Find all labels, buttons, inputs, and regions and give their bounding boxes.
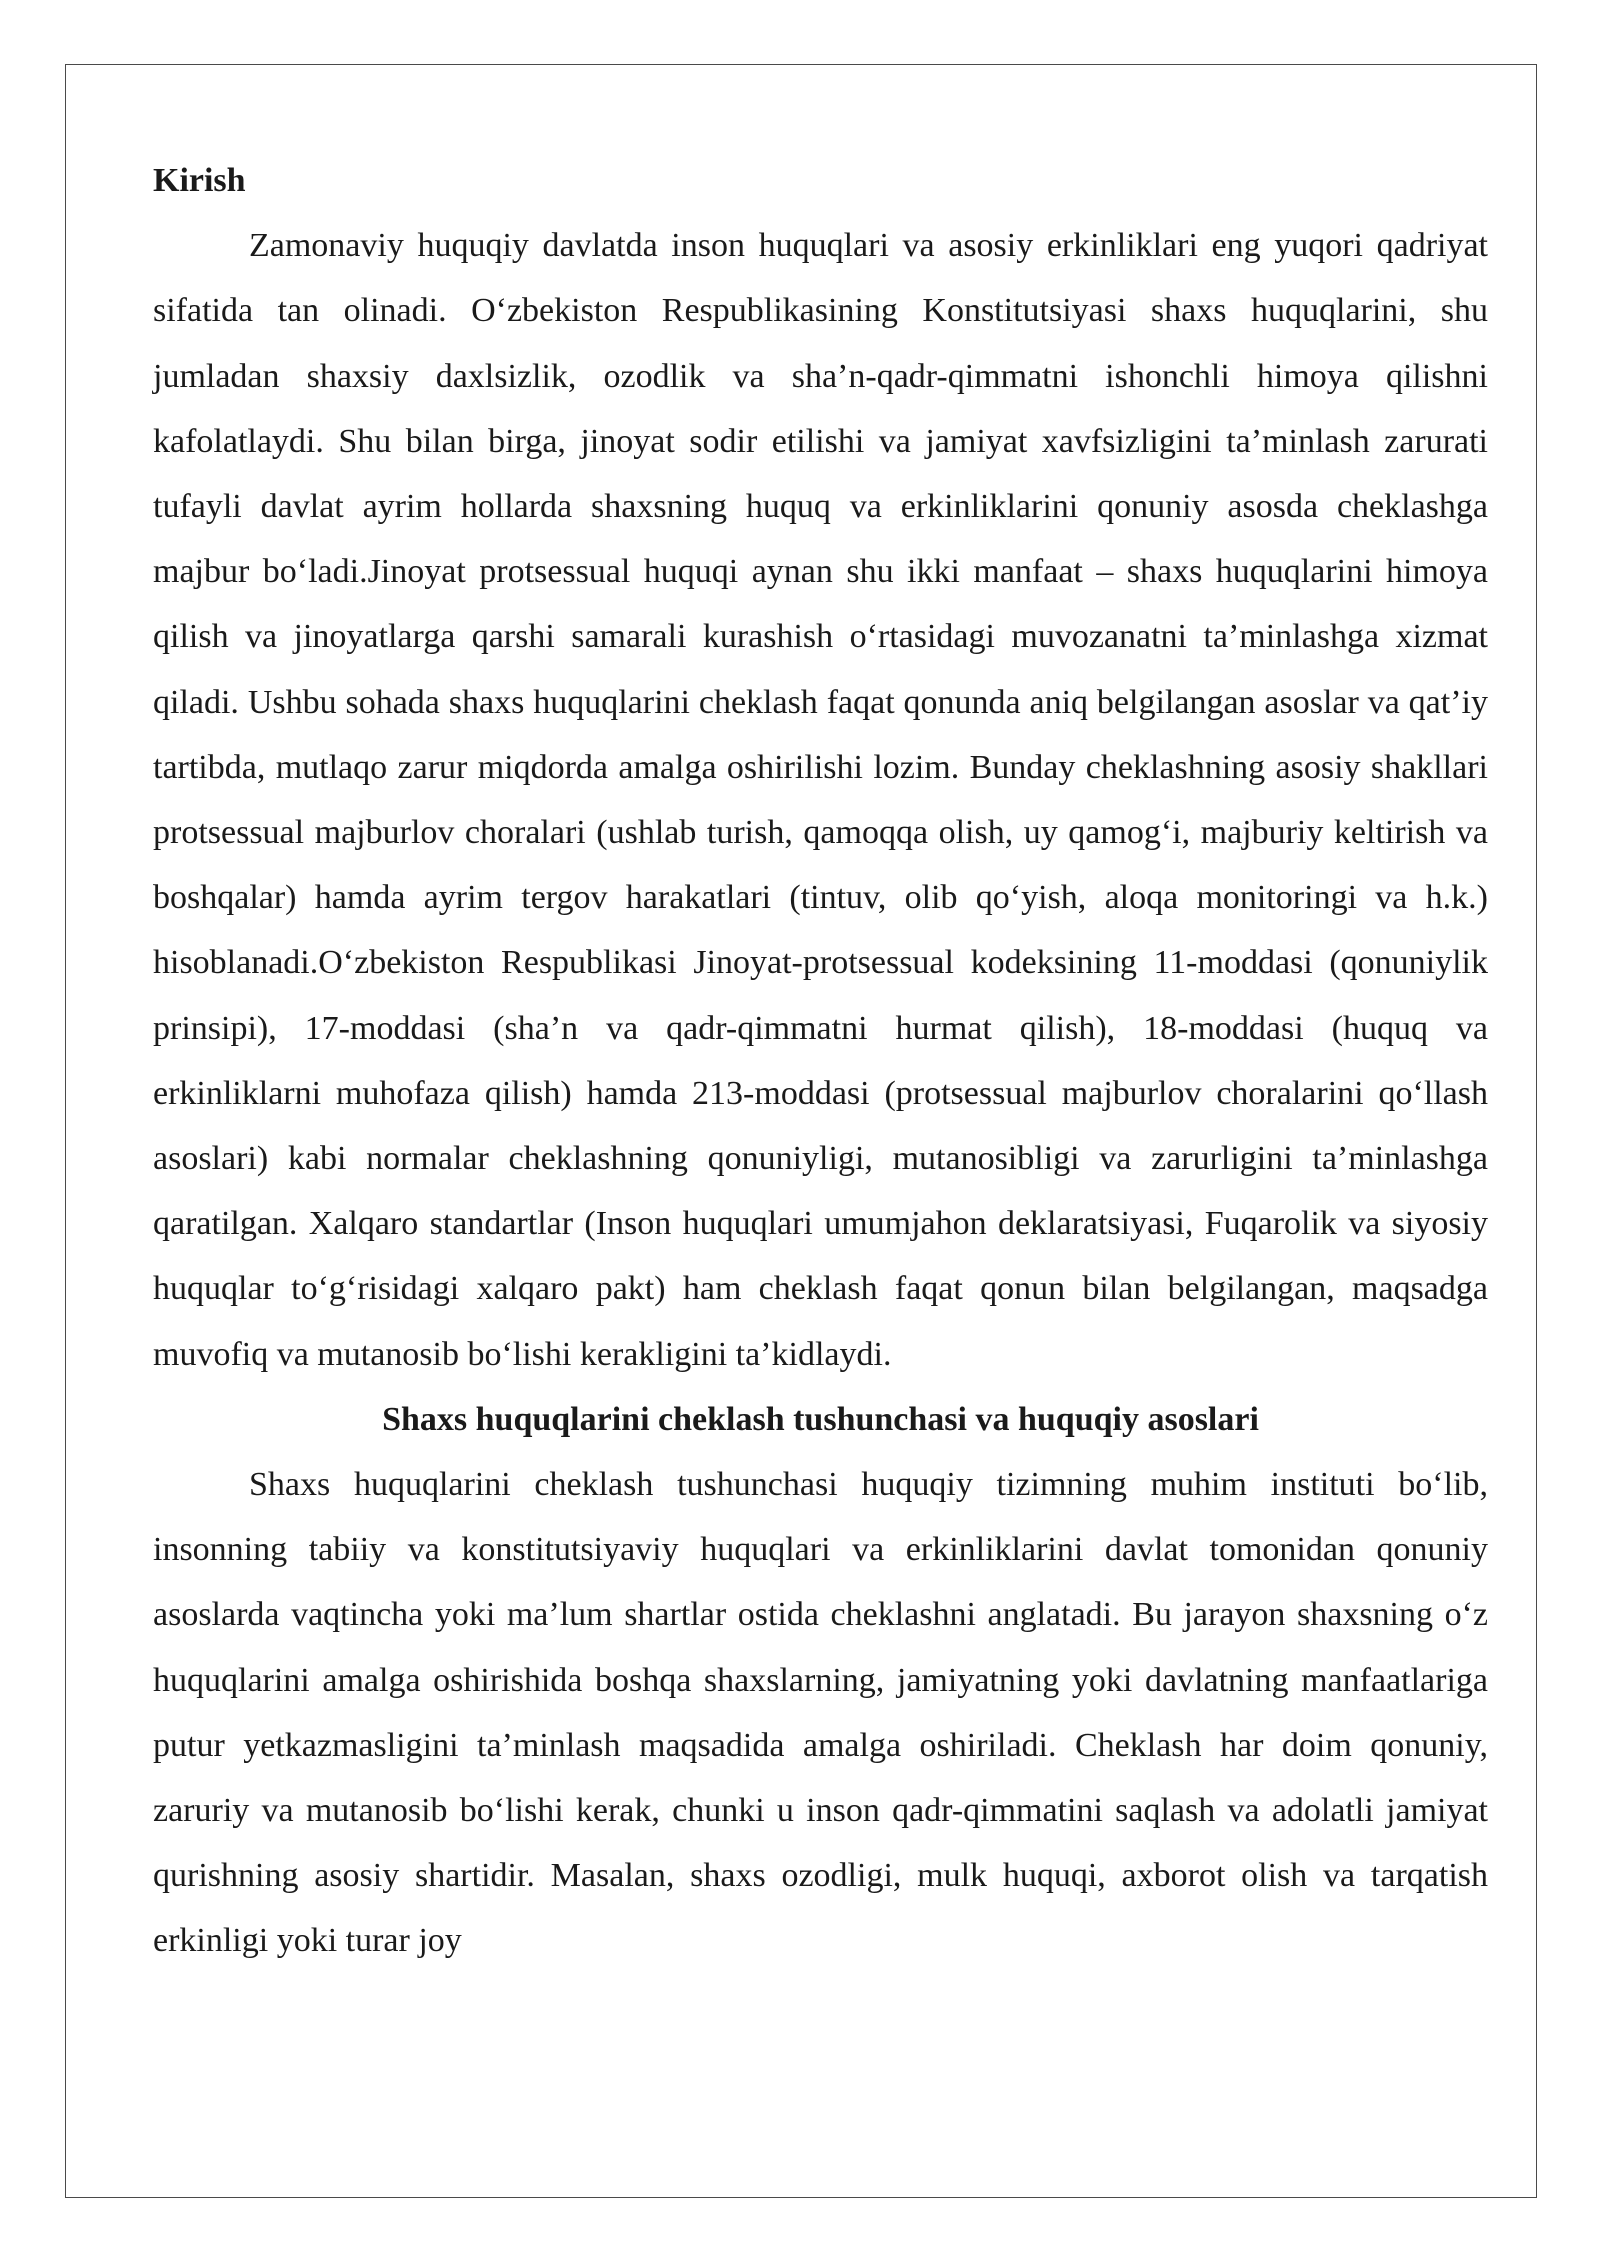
intro-paragraph: Zamonaviy huquqiy davlatda inson huquqlari va asosiy erkinliklari eng yuqori qadriyat sifatida tan olinadi. O‘zbekiston Respublikasining Konstitutsiyasi shaxs huquqlarini, shu jumladan shaxsiy daxlsizlik, ozodlik va sha’n-qadr-qimmatni ishonchli himoya qilishni kafolatlaydi. Shu bilan birga, jinoyat sodir etilishi va jamiyat xavfsizligini ta’minlash zarurati tufayli davlat ayrim hollarda shaxsning huquq va erkinliklarini qonuniy asosda cheklashga majbur bo‘ladi.Jinoyat protsessual huquqi aynan shu ikki manfaat – shaxs huquqlarini himoya qilish va jinoyatlarga qarshi samarali kurashish o‘rtasidagi muvozanatni ta’minlashga xizmat qiladi. Ushbu sohada shaxs huquqlarini cheklash faqat qonunda aniq belgilangan asoslar va qat’iy tartibda, mutlaqo zarur miqdorda amalga oshirilishi lozim. Bunday cheklashning asosiy shakllari protsessual majburlov choralari (ushlab turish, qamoqqa olish, uy qamog‘i, majburiy keltirish va boshqalar) hamda ayrim tergov harakatlari (tintuv, olib qo‘yish, aloqa monitoringi va h.k.) hisoblanadi.O‘zbekiston Respublikasi Jinoyat-protsessual kodeksining 11-moddasi (qonuniylik prinsipi), 17-moddasi (sha’n va qadr-qimmatni hurmat qilish), 18-moddasi (huquq va erkinliklarni muhofaza qilish) hamda 213-moddasi (protsessual majburlov choralarini qo‘llash asoslari) kabi normalar cheklashning qonuniyligi, mutanosibligi va zarurligini ta’minlashga qaratilgan. Xalqaro standartlar (Inson huquqlari umumjahon deklaratsiyasi, Fuqarolik va siyosiy huquqlar to‘g‘risidagi xalqaro pakt) ham cheklash faqat qonun bilan belgilangan, maqsadga muvofiq va mutanosib bo‘lishi kerakligini ta’kidlaydi.: [153, 227, 1488, 1373]
section-heading: Shaxs huquqlarini cheklash tushunchasi va huquqiy asoslari: [382, 1400, 1259, 1438]
intro-heading: Kirish: [153, 162, 246, 199]
section-paragraph: Shaxs huquqlarini cheklash tushunchasi huquqiy tizimning muhim instituti bo‘lib, insonning tabiiy va konstitutsiyaviy huquqlari va erkinliklarini davlat tomonidan qonuniy asoslarda vaqtincha yoki ma’lum shartlar ostida cheklashni anglatadi. Bu jarayon shaxsning o‘z huquqlarini amalga oshirishida boshqa shaxslarning, jamiyatning yoki davlatning manfaatlariga putur yetkazmasligini ta’minlash maqsadida amalga oshiriladi. Cheklash har doim qonuniy, zaruriy va mutanosib bo‘lishi kerak, chunki u inson qadr-qimmatini saqlash va adolatli jamiyat qurishning asosiy shartidir. Masalan, shaxs ozodligi, mulk huquqi, axborot olish va tarqatish erkinligi yoki turar joy: [153, 1466, 1488, 1960]
document-body: [153, 148, 1488, 1974]
